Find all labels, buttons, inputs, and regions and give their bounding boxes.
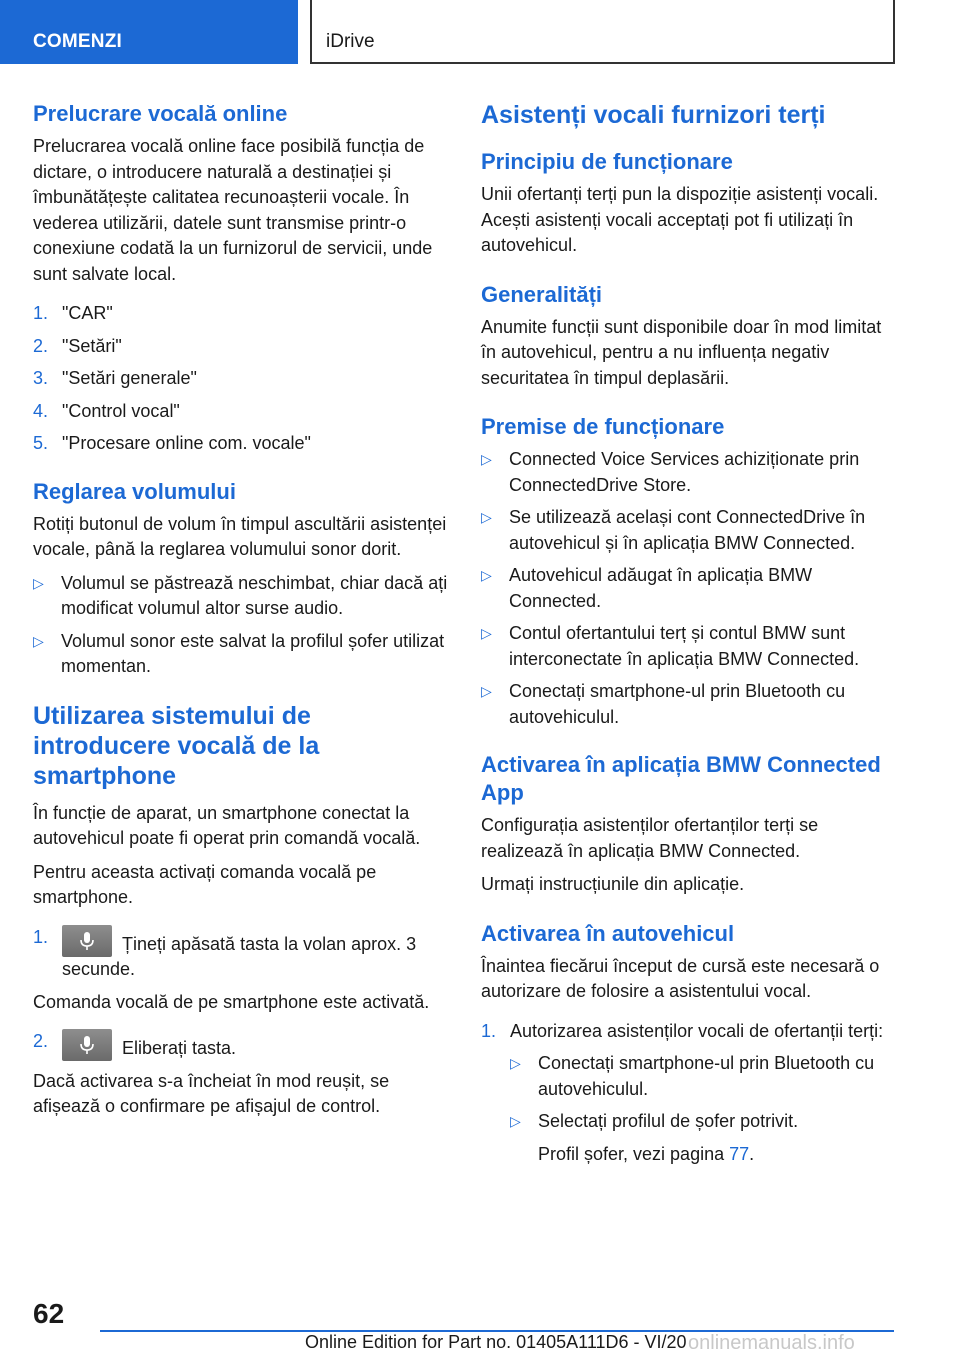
list-item xyxy=(510,1109,894,1135)
bullet-icon: ▷ xyxy=(481,451,492,467)
step-text: "CAR" xyxy=(62,303,113,323)
bullet-text: Conectați smartphone-ul prin Bluetooth cu autovehiculul. xyxy=(509,681,846,727)
list-item xyxy=(481,679,894,730)
heading-car-activation: Activarea în autovehicul xyxy=(481,920,735,946)
reference-text: Profil șofer, vezi pagina xyxy=(538,1143,725,1164)
step-number: 1. xyxy=(33,926,49,947)
step-number: 3. xyxy=(33,368,49,388)
list-item xyxy=(33,399,448,425)
bullet-icon: ▷ xyxy=(33,574,44,591)
bullet-text: Contul ofertantului terț și contul BMW sunt interconectate în aplicația BMW Connected. xyxy=(509,623,860,669)
bullet-icon: ▷ xyxy=(510,1113,521,1129)
list-item xyxy=(481,621,894,672)
bullet-text: Connected Voice Services achiziționate prin ConnectedDrive Store. xyxy=(509,449,860,495)
header-section: COMENZI xyxy=(0,0,298,64)
step-number: 1. xyxy=(481,1020,497,1041)
list-item xyxy=(33,925,448,983)
list-item xyxy=(481,447,894,498)
heading-smartphone: Utilizarea sistemului de introducere vocală de la smartphone xyxy=(33,701,320,790)
microphone-icon xyxy=(62,925,112,957)
step-number: 1. xyxy=(33,303,49,323)
left-column xyxy=(33,100,448,1120)
list-item xyxy=(33,629,448,680)
para-car: Înaintea fiecărui început de cursă este necesară o autorizare de folosire a asistentului vocal. xyxy=(481,955,880,1001)
para-smartphone-1: În funcție de aparat, un smartphone conectat la autovehicul poate fi operat prin comandă vocală. xyxy=(33,802,421,848)
list-item xyxy=(33,431,448,457)
list-item xyxy=(33,1029,448,1062)
heading-app-activation: Activarea în aplicația BMW Connected App xyxy=(481,752,881,805)
page-number: 62 xyxy=(33,1298,65,1329)
list-item xyxy=(510,1051,894,1102)
step-number: 5. xyxy=(33,433,49,453)
step-text: Autorizarea asistenților vocali de ofertanții terți: xyxy=(510,1020,884,1041)
para-app-2: Urmați instrucțiunile din aplicație. xyxy=(481,874,745,894)
bullet-text: Volumul se păstrează neschimbat, chiar dacă ați modificat volumul altor surse audio. xyxy=(61,572,448,618)
step-text: Eliberați tasta. xyxy=(122,1038,237,1058)
watermark: onlinemanuals.info xyxy=(688,1332,855,1354)
bullet-text: Volumul sonor este salvat la profilul șofer utilizat momentan. xyxy=(61,630,445,676)
list-item xyxy=(33,301,448,327)
bullet-icon: ▷ xyxy=(481,625,492,641)
page-link[interactable]: 77 xyxy=(729,1143,750,1164)
step-number: 4. xyxy=(33,400,49,421)
bullet-text: Autovehicul adăugat în aplicația BMW Connected. xyxy=(509,565,813,611)
page-reference xyxy=(538,1142,894,1168)
list-item xyxy=(481,563,894,614)
list-item xyxy=(481,505,894,556)
para-volume: Rotiți butonul de volum în timpul ascultării asistenței vocale, până la reglarea volumului sonor dorit. xyxy=(33,513,447,559)
reference-dot: . xyxy=(749,1143,755,1164)
bullet-icon: ▷ xyxy=(510,1055,521,1071)
list-item xyxy=(33,334,448,360)
list-item xyxy=(33,571,448,622)
step-text: "Control vocal" xyxy=(62,400,180,421)
bullet-text: Se utilizează același cont ConnectedDrive în autovehicul și în aplicația BMW Connected. xyxy=(509,507,866,553)
para-smartphone-2: Pentru aceasta activați comanda vocală pe smartphone. xyxy=(33,861,377,907)
heading-prerequisites: Premise de funcționare xyxy=(481,414,725,439)
step-note: Comanda vocală de pe smartphone este activată. xyxy=(33,991,430,1012)
bullet-text: Selectați profilul de șofer potrivit. xyxy=(538,1111,799,1131)
step-text: "Setări generale" xyxy=(62,368,197,388)
heading-principle: Principiu de funcționare xyxy=(481,149,733,174)
para-app-1: Configurația asistenților ofertanților terți se realizează în aplicația BMW Connected. xyxy=(481,815,819,861)
para-principle: Unii ofertanți terți pun la dispoziție asistenți vocali. Acești asistenți vocali acceptați pot fi utilizați în autovehicul. xyxy=(481,184,879,255)
footer-edition: Online Edition for Part no. 01405A111D6 - VI/20 xyxy=(305,1332,687,1352)
step-number: 2. xyxy=(33,1031,49,1051)
bullet-icon: ▷ xyxy=(481,509,492,525)
step-note: Dacă activarea s-a încheiat în mod reușit, se afișează o confirmare pe afișajul de control. xyxy=(33,1070,390,1116)
right-column xyxy=(481,100,894,1167)
microphone-icon xyxy=(62,1029,112,1061)
step-number: 2. xyxy=(33,335,49,356)
bullet-icon: ▷ xyxy=(481,567,492,583)
bullet-icon: ▷ xyxy=(481,683,492,699)
para-online: Prelucrarea vocală online face posibilă funcția de dictare, o introducere naturală a destinației și îmbunătățește calitatea recunoașterii vocale. În vederea utilizării, datele sunt transmise printr-o conexiune codată la un furnizorul de servicii, unde sunt salvate local. xyxy=(33,136,433,284)
list-item xyxy=(481,1019,894,1045)
heading-third-party: Asistenți vocali furnizori terți xyxy=(481,101,826,129)
list-item xyxy=(33,366,448,392)
header-chapter: iDrive xyxy=(310,0,895,64)
bullet-text: Conectați smartphone-ul prin Bluetooth cu autovehiculul. xyxy=(538,1053,875,1099)
step-text: "Procesare online com. vocale" xyxy=(62,433,311,453)
heading-volume: Reglarea volumului xyxy=(33,478,236,504)
step-text: Țineți apăsată tasta la volan aprox. 3 secunde. xyxy=(62,933,417,979)
heading-general: Generalități xyxy=(481,281,603,307)
step-text: "Setări" xyxy=(62,335,122,356)
para-general: Anumite funcții sunt disponibile doar în mod limitat în autovehicul, pentru a nu influența negativ securitatea în timpul deplasării. xyxy=(481,316,882,388)
heading-online: Prelucrare vocală online xyxy=(33,101,288,126)
bullet-icon: ▷ xyxy=(33,632,44,649)
